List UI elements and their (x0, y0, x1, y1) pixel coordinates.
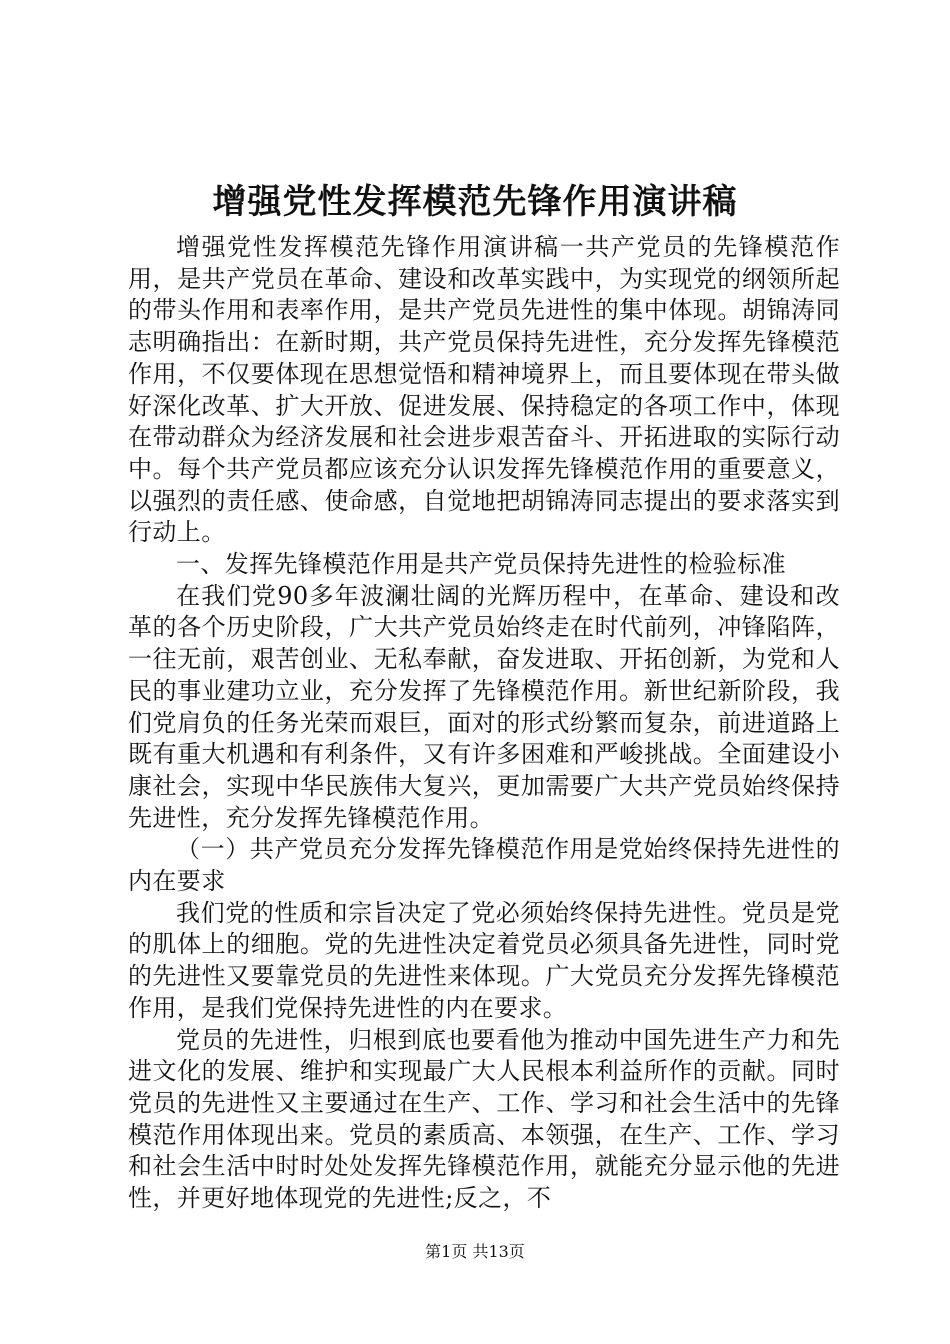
paragraph-intro: 增强党性发挥模范先锋作用演讲稿一共产党员的先锋模范作用，是共产党员在革命、建设和改革实践中，为实现党的纲领所起的带头作用和表率作用，是共产党员先进性的集中体现。胡锦涛同志明确指出：在新时期，共产党员保持先进性，充分发挥先锋模范作用，不仅要体现在思想觉悟和精神境界上，而且要体现在带头做好深化改革、扩大开放、促进发展、保持稳定的各项工作中，体现在带动群众为经济发展和社会进步艰苦奋斗、开拓进取的实际行动中。每个共产党员都应该充分认识发挥先锋模范作用的重要意义，以强烈的责任感、使命感，自觉地把胡锦涛同志提出的要求落实到行动上。 (128, 233, 840, 547)
paragraph-nature: 我们党的性质和宗旨决定了党必须始终保持先进性。党员是党的肌体上的细胞。党的先进性决定着党员必须具备先进性，同时党的先进性又要靠党员的先进性来体现。广大党员充分发挥先锋模范作用，是我们党保持先进性的内在要求。 (128, 898, 840, 1022)
subsection-heading-1: （一）共产党员充分发挥先锋模范作用是党始终保持先进性的内在要求 (128, 835, 840, 896)
page-number-footer: 第1页 共13页 (425, 1242, 525, 1261)
document-body (128, 232, 840, 1215)
document-title: 增强党性发挥模范先锋作用演讲稿 (212, 182, 738, 222)
paragraph-advancement: 党员的先进性，归根到底也要看他为推动中国先进生产力和先进文化的发展、维护和实现最广大人民根本利益所作的贡献。同时党员的先进性又主要通过在生产、工作、学习和社会生活中的先锋模范作用体现出来。党员的素质高、本领强，在生产、工作、学习和社会生活中时时处处发挥先锋模范作用，就能充分显示他的先进性，并更好地体现党的先进性;反之，不 (128, 1025, 840, 1213)
section-heading-1: 一、发挥先锋模范作用是共产党员保持先进性的检验标准 (176, 550, 786, 579)
paragraph-history: 在我们党90多年波澜壮阔的光辉历程中，在革命、建设和改革的各个历史阶段，广大共产党员始终走在时代前列，冲锋陷阵，一往无前，艰苦创业、无私奉献，奋发进取、开拓创新，为党和人民的事业建功立业，充分发挥了先锋模范作用。新世纪新阶段，我们党肩负的任务光荣而艰巨，面对的形式纷繁而复杂，前进道路上既有重大机遇和有利条件，又有许多困难和严峻挑战。全面建设小康社会，实现中华民族伟大复兴，更加需要广大共产党员始终保持先进性，充分发挥先锋模范作用。 (128, 581, 840, 832)
